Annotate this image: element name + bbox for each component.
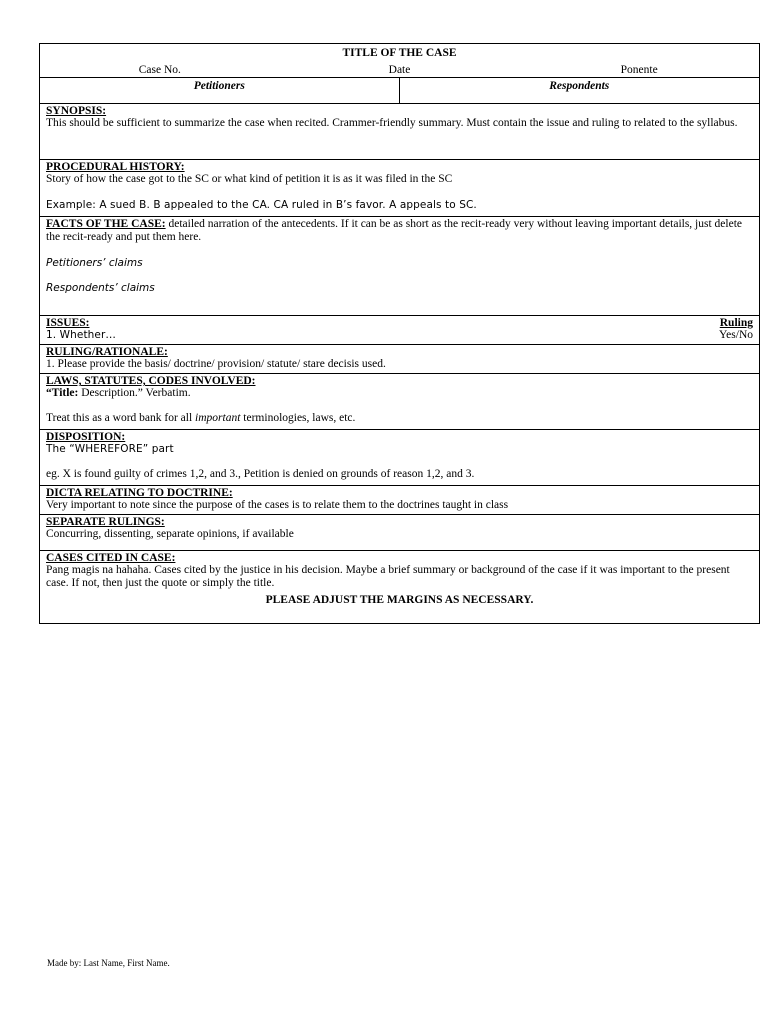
dicta-text: Very important to note since the purpose of the cases is to relate them to the doctrines taught in class: [46, 499, 509, 511]
disposition-heading: DISPOSITION:: [46, 431, 126, 443]
made-by-footer: Made by: Last Name, First Name.: [47, 958, 170, 968]
respondents-label: Respondents: [549, 80, 610, 92]
case-title: TITLE OF THE CASE: [342, 47, 457, 59]
synopsis-text: This should be sufficient to summarize the case when recited. Crammer-friendly summary. Must contain the issue and ruling to related to the syllabus.: [46, 117, 738, 129]
issue-item: 1. Whether…: [46, 329, 117, 341]
disposition-text: The “WHEREFORE” part: [46, 443, 174, 455]
ruling-section: [40, 345, 759, 374]
facts-section: [40, 217, 759, 316]
separate-rulings-heading: SEPARATE RULINGS:: [46, 516, 165, 528]
facts-heading: FACTS OF THE CASE:: [46, 218, 166, 230]
petitioners-label: Petitioners: [40, 78, 400, 103]
case-digest-table: [39, 43, 760, 624]
ruling-heading: RULING/RATIONALE:: [46, 346, 168, 358]
date-label: Date: [388, 64, 411, 76]
procedural-history-text: Story of how the case got to the SC or what kind of petition it is as it was filed in the SC: [46, 173, 453, 185]
ruling-item: 1. Please provide the basis/ doctrine/ provision/ statute/ stare decisis used.: [46, 358, 386, 370]
dicta-heading: DICTA RELATING TO DOCTRINE:: [46, 487, 233, 499]
disposition-section: [40, 430, 759, 486]
laws-title-label: “Title:: [46, 387, 79, 399]
ruling-column-label: Ruling: [719, 317, 753, 329]
procedural-history-section: [40, 160, 759, 217]
issues-section: [40, 316, 759, 345]
case-meta-row: [40, 62, 759, 78]
dicta-section: [40, 486, 759, 515]
synopsis-heading: SYNOPSIS:: [46, 105, 107, 117]
laws-title-line: [46, 387, 753, 399]
petitioners-claims: Petitioners’ claims: [46, 257, 143, 269]
laws-note-pre: Treat this as a word bank for all: [46, 412, 196, 424]
laws-note-em: important: [195, 412, 241, 424]
facts-text: detailed narration of the antecedents. If it can be as short as the recit-ready very without leaving important details, just delete the recit-ready and put them here.: [46, 218, 742, 243]
laws-heading: LAWS, STATUTES, CODES INVOLVED:: [46, 375, 256, 387]
adjust-margins-note: PLEASE ADJUST THE MARGINS AS NECESSARY.: [265, 594, 534, 606]
laws-note-post: terminologies, laws, etc.: [240, 412, 356, 424]
laws-title-desc: Description.” Verbatim.: [78, 387, 191, 399]
facts-text-block: [46, 218, 753, 244]
procedural-history-example: Example: A sued B. B appealed to the CA. CA ruled in B’s favor. A appeals to SC.: [46, 199, 477, 211]
disposition-example: eg. X is found guilty of crimes 1,2, and 3., Petition is denied on grounds of reason 1,2, and 3.: [46, 468, 475, 480]
cases-cited-text: Pang magis na hahaha. Cases cited by the justice in his decision. Maybe a brief summary or background of the case if it was important to the present case. If not, then just the quote or simply the title.: [46, 564, 730, 589]
procedural-history-heading: PROCEDURAL HISTORY:: [46, 161, 185, 173]
issue-ruling-value: Yes/No: [719, 329, 753, 341]
synopsis-section: [40, 104, 759, 160]
laws-section: [40, 374, 759, 430]
issues-heading: ISSUES:: [46, 317, 90, 329]
cases-cited-heading: CASES CITED IN CASE:: [46, 552, 176, 564]
separate-rulings-text: Concurring, dissenting, separate opinions, if available: [46, 528, 294, 540]
laws-note: [46, 412, 753, 424]
ponente-label: Ponente: [620, 64, 658, 76]
parties-row: [40, 78, 759, 104]
case-no-label: Case No.: [138, 64, 181, 76]
separate-rulings-section: [40, 515, 759, 551]
cases-cited-section: [40, 551, 759, 623]
respondents-claims: Respondents’ claims: [46, 282, 155, 294]
